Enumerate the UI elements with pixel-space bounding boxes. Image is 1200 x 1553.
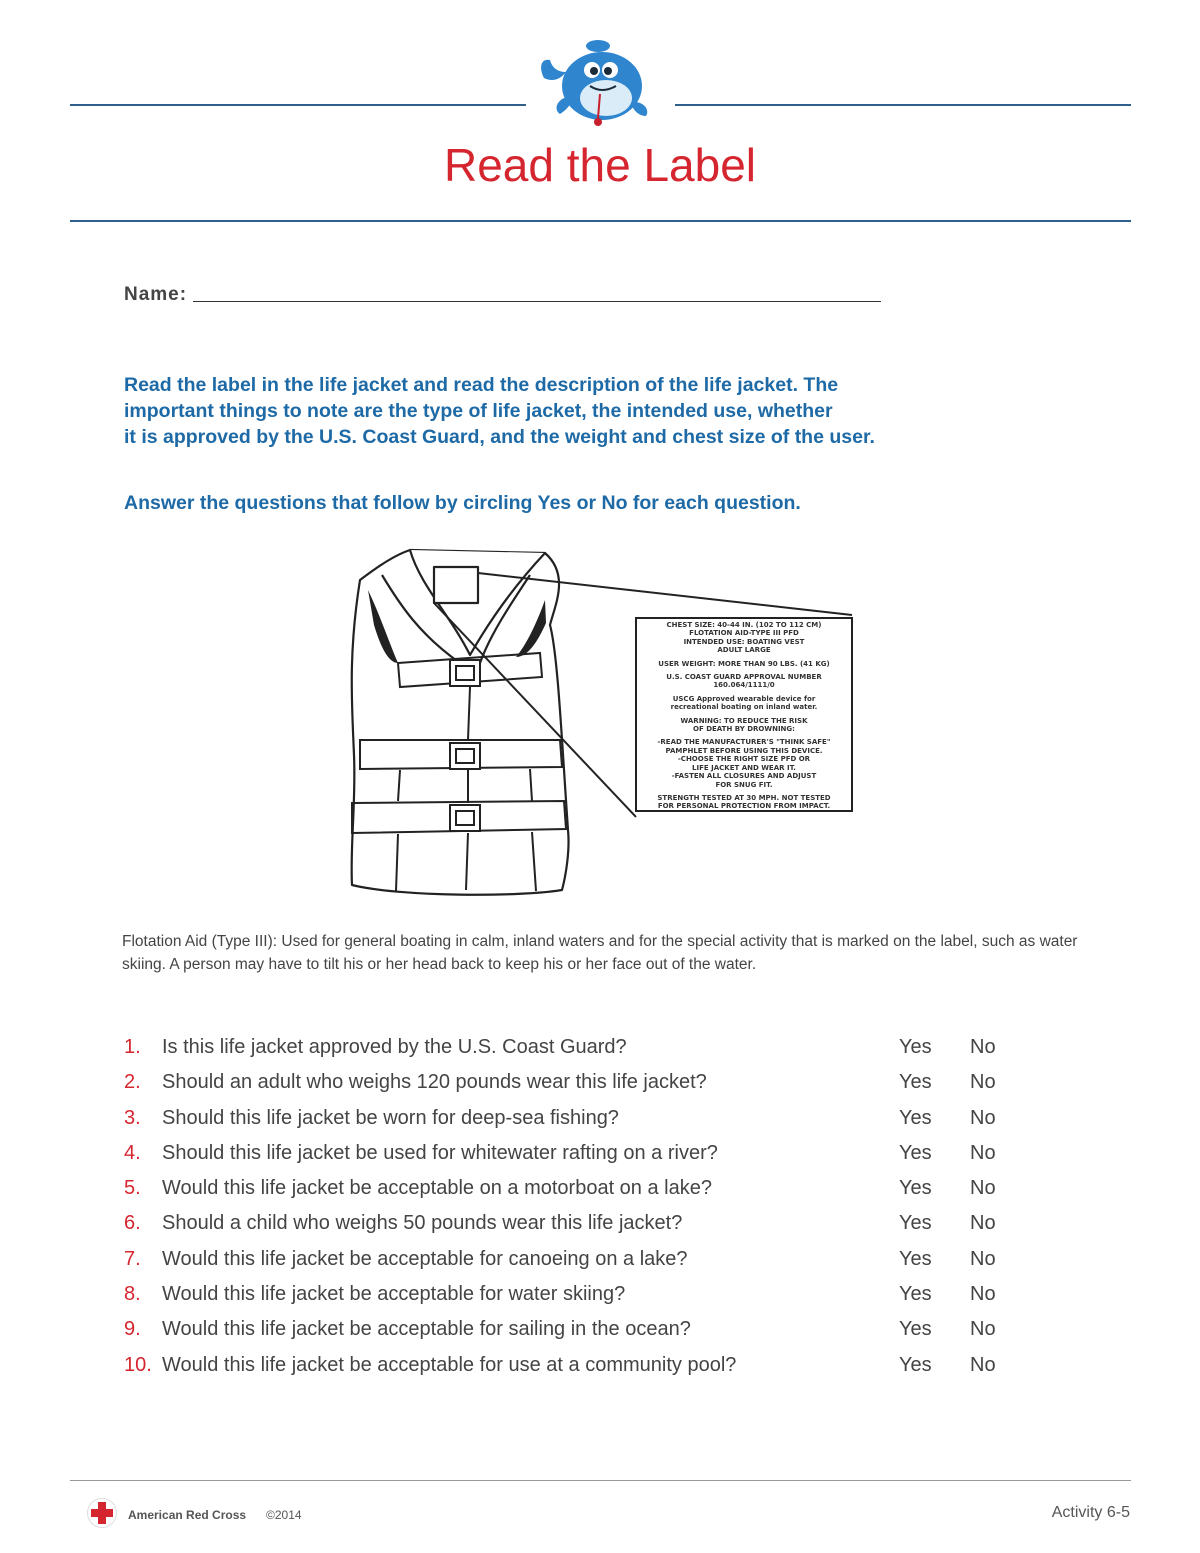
type-description: [122, 930, 1082, 976]
yes-option[interactable]: Yes: [899, 1283, 932, 1306]
name-row: [124, 284, 881, 306]
question-row: [124, 1102, 1024, 1137]
question-text: Would this life jacket be acceptable for water skiing?: [162, 1283, 626, 1306]
question-row: [124, 1137, 1024, 1172]
intro-line: important things to note are the type of life jacket, the intended use, whether: [124, 400, 833, 422]
label-line: FLOTATION AID-TYPE III PFD: [689, 629, 799, 638]
label-line: STRENGTH TESTED AT 30 MPH. NOT TESTED: [657, 793, 831, 802]
label-line: -FASTEN ALL CLOSURES AND ADJUST: [671, 772, 817, 781]
label-line: U.S. COAST GUARD APPROVAL NUMBER: [666, 673, 822, 682]
question-number: 3.: [124, 1106, 141, 1129]
label-line: USCG Approved wearable device for: [672, 694, 816, 703]
label-line: WARNING: TO REDUCE THE RISK: [680, 716, 808, 725]
yes-option[interactable]: Yes: [899, 1212, 932, 1235]
question-number: 7.: [124, 1247, 141, 1270]
label-line: LIFE JACKET AND WEAR IT.: [692, 763, 796, 772]
org-name: American Red Cross: [128, 1508, 247, 1522]
question-row: [124, 1313, 1024, 1348]
question-text: Should a child who weighs 50 pounds wear this life jacket?: [162, 1212, 683, 1235]
no-option[interactable]: No: [970, 1353, 996, 1376]
label-line: OF DEATH BY DROWNING:: [693, 725, 795, 734]
no-option[interactable]: No: [970, 1106, 996, 1129]
question-text: Is this life jacket approved by the U.S. Coast Guard?: [162, 1036, 627, 1058]
red-cross-icon: [87, 1498, 117, 1528]
yes-option[interactable]: Yes: [899, 1141, 932, 1164]
name-label: Name:: [124, 284, 188, 305]
copyright: ©2014: [266, 1508, 302, 1522]
question-list: [124, 1031, 1024, 1384]
no-option[interactable]: No: [970, 1141, 996, 1164]
yes-option[interactable]: Yes: [899, 1071, 932, 1094]
label-line: 160.064/1111/0: [713, 681, 775, 690]
question-row: [124, 1243, 1024, 1278]
label-line: -CHOOSE THE RIGHT SIZE PFD OR: [677, 755, 811, 764]
question-row: [124, 1066, 1024, 1101]
yes-option[interactable]: Yes: [899, 1177, 932, 1200]
no-option[interactable]: No: [970, 1177, 996, 1200]
type-text: Used for general boating in calm, inland waters and for the special activity that is marked on the label, such as water skiing. A person may have to tilt his or her head back to keep his or her face out of the water.: [122, 933, 1078, 973]
footer-rule: [70, 1480, 1131, 1481]
label-callout-box: [636, 618, 852, 811]
name-field-line[interactable]: [193, 301, 881, 302]
intro-paragraph: [124, 372, 1064, 450]
no-option[interactable]: No: [970, 1247, 996, 1270]
label-line: FOR SNUG FIT.: [715, 780, 773, 789]
question-text: Should an adult who weighs 120 pounds wear this life jacket?: [162, 1071, 707, 1094]
question-text: Would this life jacket be acceptable for canoeing on a lake?: [162, 1247, 688, 1270]
yes-option[interactable]: Yes: [899, 1247, 932, 1270]
question-text: Would this life jacket be acceptable for use at a community pool?: [162, 1353, 737, 1376]
yes-option[interactable]: Yes: [899, 1036, 932, 1058]
activity-number: Activity 6-5: [1051, 1504, 1130, 1521]
page-title: Read the Label: [443, 139, 757, 191]
label-line: USER WEIGHT: MORE THAN 90 LBS. (41 KG): [658, 659, 830, 668]
type-term: Flotation Aid (Type III):: [122, 933, 278, 950]
question-number: 1.: [124, 1036, 141, 1058]
yes-option[interactable]: Yes: [899, 1353, 932, 1376]
question-row: [124, 1172, 1024, 1207]
question-number: 8.: [124, 1283, 141, 1306]
label-line: ADULT LARGE: [717, 646, 771, 655]
question-text: Should this life jacket be worn for deep-sea fishing?: [162, 1106, 619, 1129]
question-number: 6.: [124, 1212, 141, 1235]
label-line: -READ THE MANUFACTURER'S "THINK SAFE": [657, 738, 831, 747]
question-row: [124, 1278, 1024, 1313]
intro-line: it is approved by the U.S. Coast Guard, and the weight and chest size of the user.: [124, 426, 875, 448]
label-line: recreational boating on inland water.: [670, 703, 818, 712]
question-row: [124, 1031, 1024, 1066]
question-number: 10.: [124, 1353, 152, 1376]
no-option[interactable]: No: [970, 1036, 996, 1058]
question-number: 9.: [124, 1318, 141, 1341]
instruction: Answer the questions that follow by circling Yes or No for each question.: [124, 492, 801, 514]
no-option[interactable]: No: [970, 1071, 996, 1094]
yes-option[interactable]: Yes: [899, 1106, 932, 1129]
title-rule: [70, 220, 1131, 222]
whale-mascot-icon: [536, 36, 664, 136]
no-option[interactable]: No: [970, 1212, 996, 1235]
question-number: 2.: [124, 1071, 141, 1094]
header-rule-right: [675, 104, 1131, 106]
label-line: INTENDED USE: BOATING VEST: [683, 637, 805, 646]
label-line: CHEST SIZE: 40-44 IN. (102 TO 112 CM): [666, 621, 822, 629]
question-text: Should this life jacket be used for whitewater rafting on a river?: [162, 1141, 718, 1164]
yes-option[interactable]: Yes: [899, 1318, 932, 1341]
no-option[interactable]: No: [970, 1283, 996, 1306]
question-row: [124, 1207, 1024, 1242]
header-rule-left: [70, 104, 526, 106]
question-row: [124, 1349, 1024, 1384]
question-number: 5.: [124, 1177, 141, 1200]
no-option[interactable]: No: [970, 1318, 996, 1341]
question-text: Would this life jacket be acceptable on a motorboat on a lake?: [162, 1177, 712, 1200]
label-line: PAMPHLET BEFORE USING THIS DEVICE.: [665, 746, 823, 755]
question-number: 4.: [124, 1141, 141, 1164]
label-line: FOR PERSONAL PROTECTION FROM IMPACT.: [657, 802, 831, 811]
question-text: Would this life jacket be acceptable for sailing in the ocean?: [162, 1318, 691, 1341]
intro-line: Read the label in the life jacket and read the description of the life jacket. The: [124, 374, 839, 396]
